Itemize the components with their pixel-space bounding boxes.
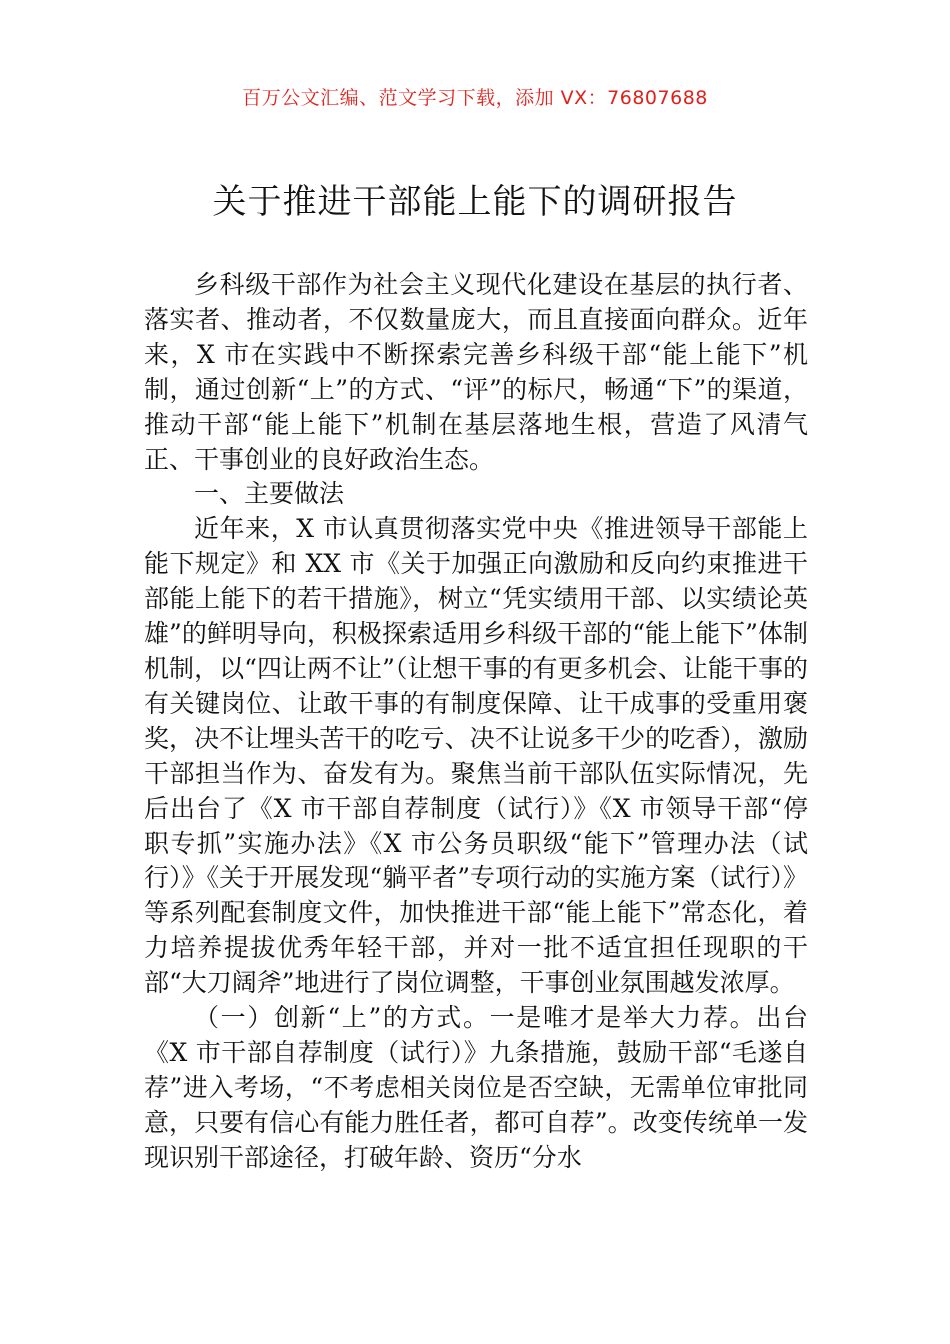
document-title: 关于推进干部能上能下的调研报告 (212, 182, 738, 222)
section-heading-main-practices: 一、主要做法 (194, 479, 345, 509)
document-body (144, 268, 808, 1176)
header-watermark-note: 百万公文汇编、范文学习下载，添加 VX：76807688 (242, 87, 708, 109)
paragraph-practices: 近年来，X 市认真贯彻落实党中央《推进领导干部能上能下规定》和 XX 市《关于加强正向激励和反向约束推进干部能上能下的若干措施》，树立“凭实绩用干部、以实绩论英雄”的鲜明导向，积极探索适用乡科级干部的“能上能下”体制机制，以“四让两不让”（让想干事的有更多机会、让能干事的有关键岗位、让敢干事的有制度保障、让干成事的受重用褒奖，决不让埋头苦干的吃亏、决不让说多干少的吃香），激励干部担当作为、奋发有为。聚焦当前干部队伍实际情况，先后出台了《X 市干部自荐制度（试行）》《X 市领导干部“停职专抓”实施办法》《X 市公务员职级“能下”管理办法（试行）》《关于开展发现“躺平者”专项行动的实施方案（试行）》等系列配套制度文件，加快推进干部“能上能下”常态化，着力培养提拔优秀年轻干部，并对一批不适宜担任现职的干部“大刀阔斧”地进行了岗位调整，干事创业氛围越发浓厚。 (144, 514, 808, 998)
paragraph-intro: 乡科级干部作为社会主义现代化建设在基层的执行者、落实者、推动者，不仅数量庞大，而且直接面向群众。近年来，X 市在实践中不断探索完善乡科级干部“能上能下”机制，通过创新“上”的方式、“评”的标尺，畅通“下”的渠道，推动干部“能上能下”机制在基层落地生根，营造了风清气正、干事创业的良好政治生态。 (144, 270, 808, 474)
paragraph-subsection-1: （一）创新“上”的方式。一是唯才是举大力荐。出台《X 市干部自荐制度（试行）》九条措施，鼓励干部“毛遂自荐”进入考场，“不考虑相关岗位是否空缺，无需单位审批同意，只要有信心有能力胜任者，都可自荐”。改变传统单一发现识别干部途径，打破年龄、资历“分水 (144, 1003, 808, 1172)
